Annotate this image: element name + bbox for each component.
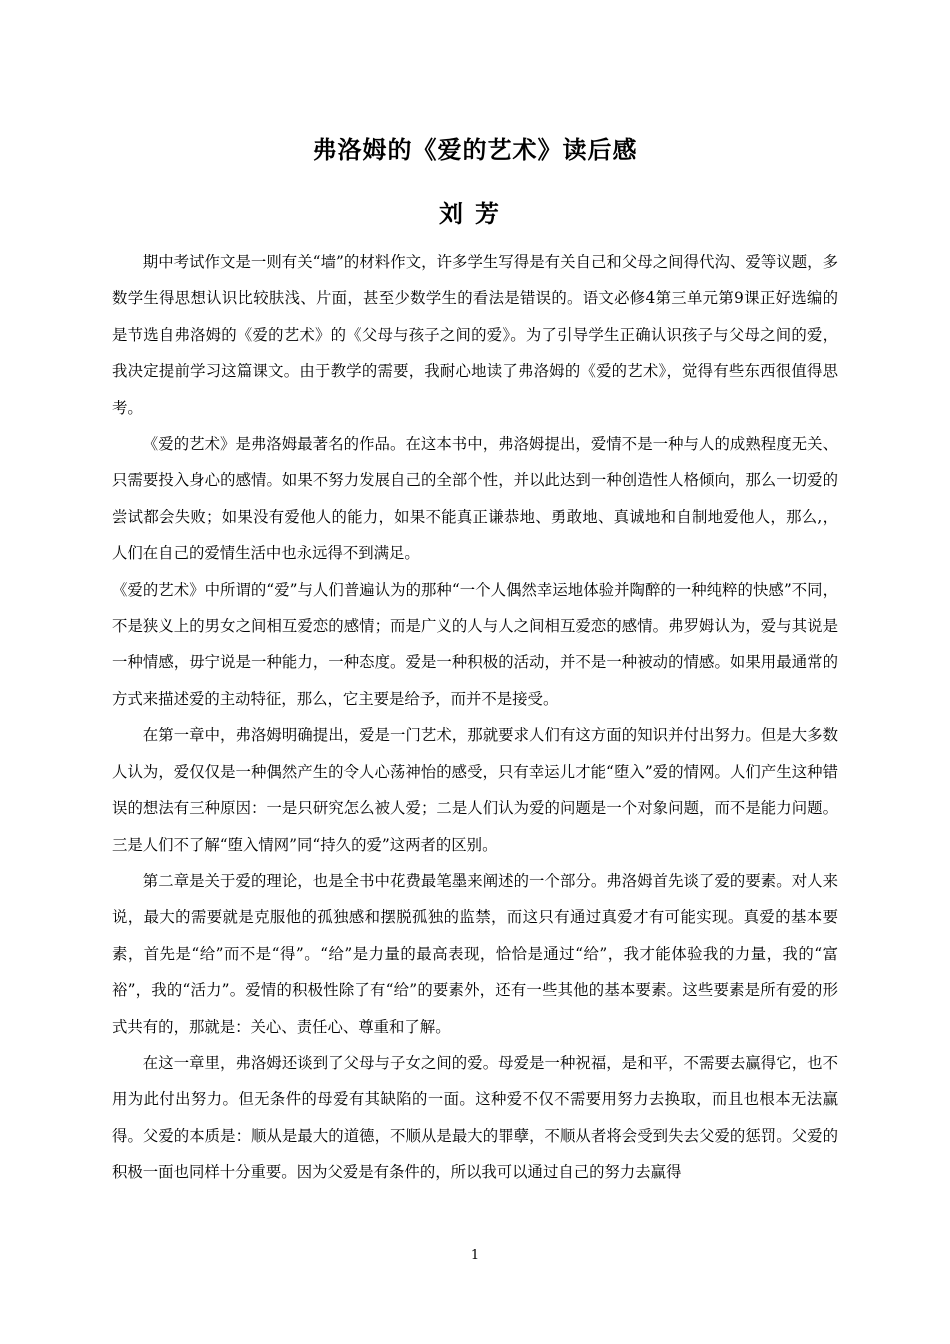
document-author: 刘芳 xyxy=(439,200,511,228)
paragraph-5: 第二章是关于爱的理论，也是全书中花费最笔墨来阐述的一个部分。弗洛姆首先谈了爱的要素。对人来说，最大的需要就是克服他的孤独感和摆脱孤独的监禁，而这只有通过真爱才有可能实现。真爱的基本要素，首先是“给”而不是“得”。“给”是力量的最高表现，恰恰是通过“给”，我才能体验我的力量，我的“富裕”，我的“活力”。爱情的积极性除了有“给”的要素外，还有一些其他的基本要素。这些要素是所有爱的形式共有的，那就是：关心、责任心、尊重和了解。 xyxy=(112,871,838,1036)
page-number: 1 xyxy=(470,1248,480,1263)
paragraph-1: 期中考试作文是一则有关“墙”的材料作文，许多学生写得是有关自己和父母之间得代沟、爱等议题，多数学生得思想认识比较肤浅、片面，甚至少数学生的看法是错误的。语文必修4第三单元第9课正好选编的是节选自弗洛姆的《爱的艺术》的《父母与孩子之间的爱》。为了引导学生正确认识孩子与父母之间的爱，我决定提前学习这篇课文。由于教学的需要，我耐心地读了弗洛姆的《爱的艺术》，觉得有些东西很值得思考。 xyxy=(112,253,838,417)
paragraph-3: 《爱的艺术》中所谓的“爱”与人们普遍认为的那种“一个人偶然幸运地体验并陶醉的一种纯粹的快感”不同，不是狭义上的男女之间相互爱恋的感情；而是广义的人与人之间相互爱恋的感情。弗罗姆认为，爱与其说是一种情感，毋宁说是一种能力，一种态度。爱是一种积极的活动，并不是一种被动的情感。如果用最通常的方式来描述爱的主动特征，那么，它主要是给予，而并不是接受。 xyxy=(112,580,838,708)
paragraph-2: 《爱的艺术》是弗洛姆最著名的作品。在这本书中，弗洛姆提出，爱情不是一种与人的成熟程度无关、只需要投入身心的感情。如果不努力发展自己的全部个性，并以此达到一种创造性人格倾向，那么一切爱的尝试都会失败；如果没有爱他人的能力，如果不能真正谦恭地、勇敢地、真诚地和自制地爱他人，那么,，人们在自己的爱情生活中也永远得不到满足。 xyxy=(112,435,838,563)
document-body xyxy=(112,244,838,1191)
paragraph-6: 在这一章里，弗洛姆还谈到了父母与子女之间的爱。母爱是一种祝福，是和平，不需要去赢得它，也不用为此付出努力。但无条件的母爱有其缺陷的一面。这种爱不仅不需要用努力去换取，而且也根本无法赢得。父爱的本质是：顺从是最大的道德，不顺从是最大的罪孽，不顺从者将会受到失去父爱的惩罚。父爱的积极一面也同样十分重要。因为父爱是有条件的，所以我可以通过自己的努力去赢得 xyxy=(112,1053,838,1182)
paragraph-4: 在第一章中，弗洛姆明确提出，爱是一门艺术，那就要求人们有这方面的知识并付出努力。但是大多数人认为，爱仅仅是一种偶然产生的令人心荡神怡的感受，只有幸运儿才能“堕入”爱的情网。人们产生这种错误的想法有三种原因：一是只研究怎么被人爱；二是人们认为爱的问题是一个对象问题，而不是能力问题。三是人们不了解“堕入情网”同“持久的爱”这两者的区别。 xyxy=(112,726,838,854)
document-title: 弗洛姆的《爱的艺术》读后感 xyxy=(312,136,638,164)
